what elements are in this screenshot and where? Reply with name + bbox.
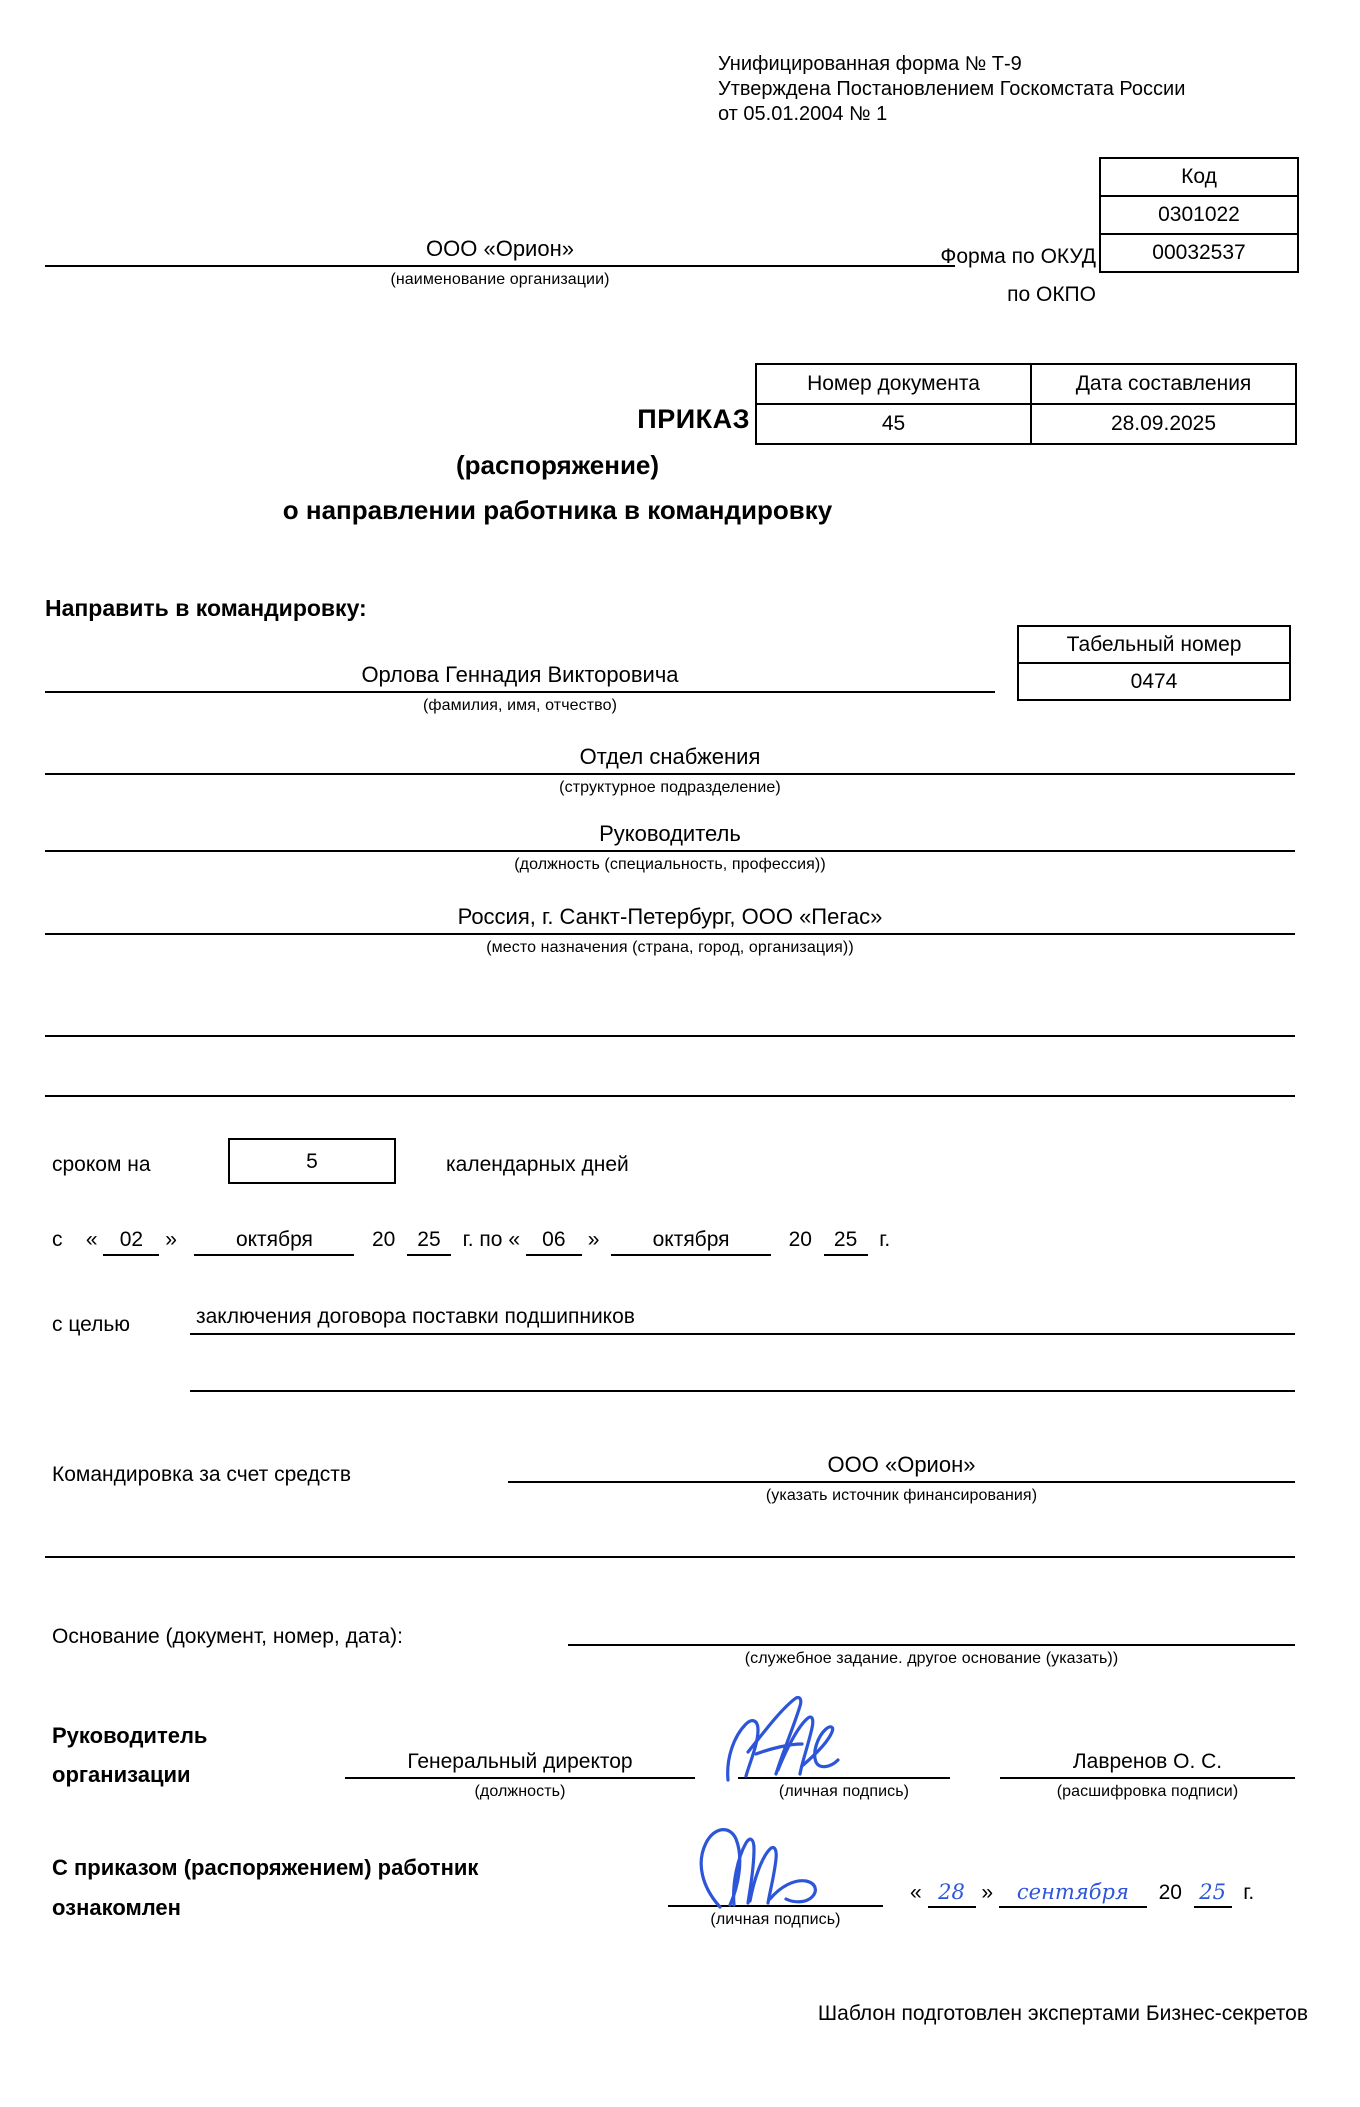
- employee-signature-field: [668, 1845, 883, 1929]
- basis-label: Основание (документ, номер, дата):: [52, 1625, 403, 1648]
- ack-year: 25: [1194, 1880, 1232, 1908]
- date-from-day: 02: [103, 1228, 159, 1256]
- date-range-row: [52, 1228, 890, 1256]
- position-value: Руководитель: [45, 821, 1295, 852]
- employee-value: Орлова Геннадия Викторовича: [45, 662, 995, 693]
- position-caption: (должность (специальность, профессия)): [514, 856, 826, 873]
- send-section-heading: Направить в командировку:: [45, 595, 367, 621]
- date-to-year-suffix: г.: [879, 1228, 891, 1251]
- basis-value: [568, 1618, 1295, 1646]
- form-header-line-1: Унифицированная форма № Т-9: [718, 53, 1022, 75]
- destination-field: [45, 904, 1295, 957]
- date-to-quote-open: «: [508, 1228, 521, 1251]
- tab-number-table: [1017, 625, 1291, 701]
- basis-field: [568, 1618, 1295, 1668]
- date-to-quote-close: »: [587, 1228, 600, 1251]
- form-header-line-3: от 05.01.2004 № 1: [718, 103, 888, 125]
- department-value: Отдел снабжения: [45, 744, 1295, 775]
- order-number-value: 45: [756, 404, 1031, 444]
- date-to-year-prefix: 20: [788, 1228, 812, 1251]
- director-position-value: Генеральный директор: [345, 1750, 695, 1779]
- employee-signature-line: [668, 1845, 883, 1907]
- funding-field: [508, 1452, 1295, 1505]
- code-header-cell: Код: [1100, 158, 1298, 196]
- date-from-year: 25: [407, 1228, 451, 1256]
- date-to-prefix: по: [479, 1228, 503, 1251]
- date-from-month: октября: [194, 1228, 354, 1256]
- director-name-caption: (расшифровка подписи): [1056, 1783, 1239, 1800]
- acknowledgment-line-1: С приказом (распоряжением) работник: [52, 1855, 479, 1880]
- ack-year-prefix: 20: [1158, 1881, 1182, 1904]
- director-name-field: [1000, 1750, 1295, 1801]
- organization-field: [45, 236, 955, 289]
- okud-value-cell: 0301022: [1100, 196, 1298, 234]
- destination-caption: (место назначения (страна, город, организация)): [486, 939, 854, 956]
- ack-year-suffix: г.: [1243, 1881, 1255, 1904]
- tab-number-header: Табельный номер: [1018, 626, 1290, 663]
- okud-label: Форма по ОКУД: [940, 245, 1096, 268]
- order-title: о направлении работника в командировку: [282, 495, 833, 525]
- tab-number-header-row: [1018, 626, 1290, 663]
- purpose-blank-line: [190, 1390, 1295, 1392]
- employee-field: [45, 662, 995, 715]
- funding-value: ООО «Орион»: [508, 1452, 1295, 1483]
- date-from-year-suffix: г.: [462, 1228, 474, 1251]
- funding-blank-line: [45, 1556, 1295, 1558]
- funding-label: Командировка за счет средств: [52, 1463, 351, 1486]
- position-field: [45, 821, 1295, 874]
- director-signature-ink: [716, 1696, 906, 1782]
- term-days-value: 5: [228, 1138, 396, 1184]
- employee-caption: (фамилия, имя, отчество): [422, 697, 618, 714]
- destination-blank-line-2: [45, 1095, 1295, 1097]
- acknowledgment-date-row: [910, 1880, 1254, 1908]
- director-signature-field: [738, 1750, 950, 1801]
- form-header-line-2: Утверждена Постановлением Госкомстата России: [718, 78, 1186, 100]
- order-date-value: 28.09.2025: [1031, 404, 1296, 444]
- signature-head-line-2: организации: [52, 1762, 191, 1787]
- order-date-header: Дата составления: [1031, 364, 1296, 404]
- director-name-value: Лавренов О. С.: [1000, 1750, 1295, 1779]
- funding-caption: (указать источник финансирования): [765, 1487, 1038, 1504]
- date-from-year-prefix: 20: [371, 1228, 396, 1251]
- ack-month: сентября: [999, 1880, 1147, 1908]
- order-number-header: Номер документа: [756, 364, 1031, 404]
- code-table-okud-row: [1100, 196, 1298, 234]
- director-position-caption: (должность): [474, 1783, 566, 1800]
- date-to-year: 25: [824, 1228, 868, 1256]
- ack-quote-close: »: [981, 1881, 994, 1904]
- employee-signature-caption: (личная подпись): [710, 1911, 841, 1928]
- purpose-label: с целью: [52, 1313, 131, 1336]
- organization-caption: (наименование организации): [390, 271, 610, 288]
- date-from-prefix: с: [52, 1228, 63, 1251]
- document-footer: Шаблон подготовлен экспертами Бизнес-секретов: [817, 2002, 1308, 2025]
- order-word: ПРИКАЗ: [637, 404, 750, 434]
- date-from-quote-close: »: [165, 1228, 177, 1251]
- destination-blank-line-1: [45, 1035, 1295, 1037]
- signature-head-line-1: Руководитель: [52, 1723, 208, 1748]
- ack-quote-open: «: [910, 1881, 922, 1904]
- ack-day: 28: [928, 1880, 976, 1908]
- department-caption: (структурное подразделение): [559, 779, 781, 796]
- tab-number-value-row: [1018, 663, 1290, 700]
- okpo-value-cell: 00032537: [1100, 234, 1298, 272]
- purpose-field: [190, 1305, 1295, 1335]
- date-from-quote-open: «: [85, 1228, 98, 1251]
- code-table: [1099, 157, 1299, 273]
- department-field: [45, 744, 1295, 797]
- employee-signature-ink: [676, 1821, 876, 1913]
- unified-form-header: [718, 52, 1185, 127]
- date-to-month: октября: [611, 1228, 771, 1256]
- order-number-date-table: [755, 363, 1297, 445]
- destination-value: Россия, г. Санкт-Петербург, ООО «Пегас»: [45, 904, 1295, 935]
- date-to-day: 06: [526, 1228, 582, 1256]
- acknowledgment-line-2: ознакомлен: [52, 1895, 181, 1920]
- okpo-label: по ОКПО: [1007, 283, 1096, 306]
- term-label: сроком на: [52, 1153, 151, 1176]
- term-days-unit: календарных дней: [446, 1153, 629, 1176]
- organization-value: ООО «Орион»: [45, 236, 955, 267]
- tab-number-value: 0474: [1018, 663, 1290, 700]
- order-subtitle: (распоряжение): [455, 450, 660, 480]
- purpose-value: заключения договора поставки подшипников: [190, 1305, 1295, 1335]
- code-table-okpo-row: [1100, 234, 1298, 272]
- director-signature-line: [738, 1750, 950, 1779]
- code-table-header-row: [1100, 158, 1298, 196]
- order-table-value-row: [756, 404, 1296, 444]
- basis-caption: (служебное задание. другое основание (указать)): [744, 1650, 1119, 1667]
- director-signature-caption: (личная подпись): [778, 1783, 910, 1800]
- order-table-header-row: [756, 364, 1296, 404]
- director-position-field: [345, 1750, 695, 1801]
